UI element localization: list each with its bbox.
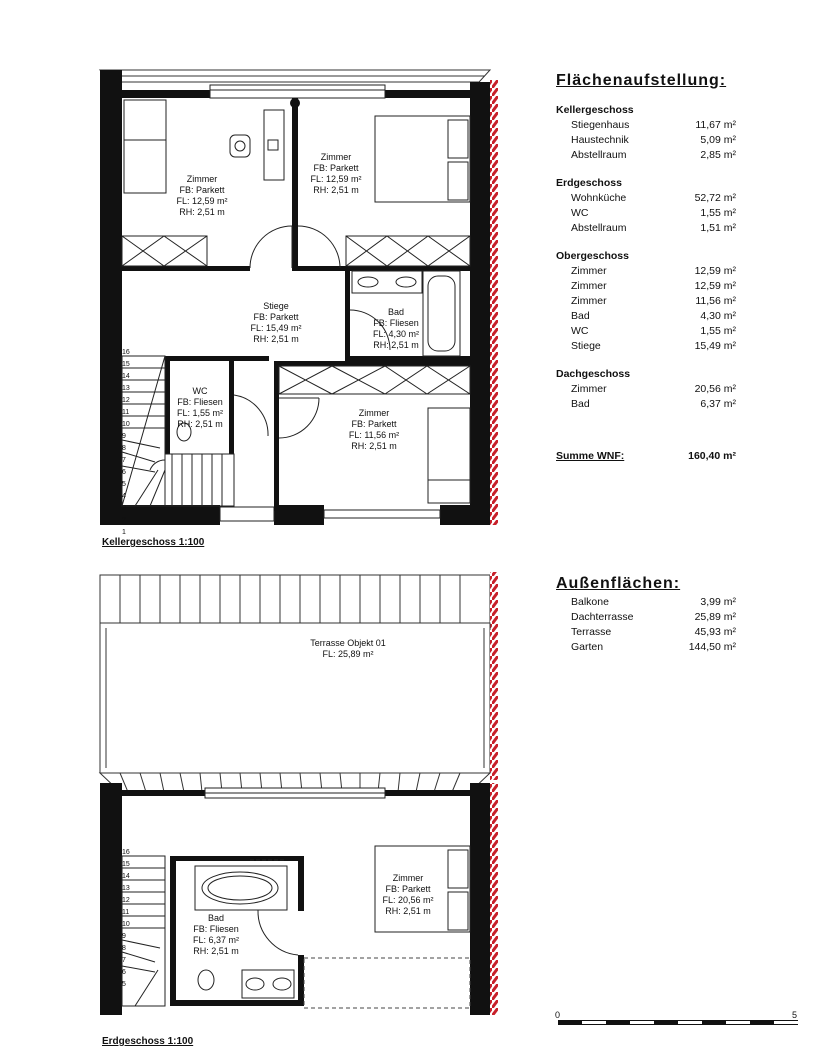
stair-number: 11 [122, 909, 130, 916]
outdoor-row-value: 45,93 m² [694, 626, 736, 638]
summary-row-value: 12,59 m² [694, 265, 736, 277]
outdoor-row [556, 610, 736, 625]
room-label-bad-dg [193, 913, 239, 957]
scale-end-label: 5 [792, 1010, 798, 1020]
room-label-line: FL: 1,55 m² [176, 408, 224, 418]
summary-row-label: Zimmer [571, 265, 607, 277]
scale-bar [558, 1020, 798, 1025]
summary-row-value: 2,85 m² [700, 149, 736, 161]
stair-number: 9 [122, 933, 126, 940]
stair-number: 16 [122, 849, 130, 856]
room-label-line: FB: Parkett [179, 185, 225, 195]
room-label-line: RH: 2,51 m [179, 207, 225, 217]
summary-row-value: 11,67 m² [695, 119, 736, 131]
room-label-line: FB: Parkett [313, 163, 359, 173]
summary-section-title: Erdgeschoss [556, 177, 622, 189]
stair-number: 10 [122, 421, 130, 428]
room-label-line: Terrasse Objekt 01 [310, 638, 386, 648]
summary-row [556, 294, 736, 309]
summary-row-label: Abstellraum [571, 222, 627, 234]
room-label-line: FL: 12,59 m² [310, 174, 362, 184]
top-plan-caption: Kellergeschoss 1:100 [102, 537, 205, 548]
stair-number: 13 [122, 385, 130, 392]
stair-number: 12 [122, 397, 130, 404]
stair-number: 3 [122, 505, 126, 512]
stair-number: 8 [122, 445, 126, 452]
stair-number: 11 [122, 409, 130, 416]
room-label-line: Bad [207, 913, 225, 923]
summary-row-label: Zimmer [571, 280, 607, 292]
summary-row-label: Zimmer [571, 383, 607, 395]
room-label-zimmer-right [310, 152, 361, 196]
stair-number: 16 [122, 349, 130, 356]
room-label-zimmer-dg [382, 873, 433, 917]
room-label-line: WC [192, 386, 208, 396]
room-label-line: RH: 2,51 m [351, 441, 397, 451]
room-label-line: Zimmer [186, 174, 218, 184]
room-label-line: FL: 6,37 m² [192, 935, 240, 945]
summary-row [556, 324, 736, 339]
room-label-line: FB: Parkett [253, 312, 299, 322]
outdoor-row-label: Terrasse [571, 626, 612, 638]
summary-row-value: 1,55 m² [700, 207, 736, 219]
stair-number: 15 [122, 861, 130, 868]
scale-start-label: 0 [555, 1010, 561, 1020]
stair-number: 10 [122, 921, 130, 928]
summary-row-label: WC [571, 207, 589, 219]
room-label-line: Zimmer [320, 152, 352, 162]
room-label-line: FL: 20,56 m² [382, 895, 434, 905]
room-label-line: FL: 12,59 m² [176, 196, 228, 206]
stair-number: 5 [122, 981, 126, 988]
stair-number: 15 [122, 361, 130, 368]
outdoor-row [556, 640, 736, 655]
room-label-line: FB: Fliesen [177, 397, 223, 407]
summary-row [556, 221, 736, 236]
stair-number: 9 [122, 433, 126, 440]
stair-number: 8 [122, 945, 126, 952]
outdoor-row-value: 3,99 m² [700, 596, 736, 608]
summary-row-label: Haustechnik [571, 134, 629, 146]
summary-row-label: Abstellraum [571, 149, 627, 161]
summary-row-value: 4,30 m² [700, 310, 736, 322]
room-label-line: Bad [387, 307, 405, 317]
room-label-line: FL: 25,89 m² [322, 649, 374, 659]
summary-row-label: Stiegenhaus [571, 119, 630, 131]
summary-row [556, 206, 736, 221]
red-wall-marking [490, 80, 498, 525]
summary-row-value: 12,59 m² [694, 280, 736, 292]
summary-row [556, 279, 736, 294]
outdoor-summary [556, 575, 736, 655]
area-summary [556, 72, 736, 462]
bottom-plan-caption: Erdgeschoss 1:100 [102, 1036, 194, 1047]
stair-number: 7 [122, 457, 126, 464]
summary-total [556, 450, 736, 462]
room-label-line: FB: Parkett [385, 884, 431, 894]
stair-number: 2 [122, 517, 126, 524]
summary-row [556, 118, 736, 133]
room-label-line: FL: 4,30 m² [372, 329, 420, 339]
summary-row-label: Bad [571, 310, 590, 322]
room-label-line: RH: 2,51 m [373, 340, 419, 350]
outdoor-row [556, 595, 736, 610]
room-label-line: RH: 2,51 m [385, 906, 431, 916]
summary-row-label: Zimmer [571, 295, 607, 307]
summary-row-label: Wohnküche [571, 192, 627, 204]
summary-row-value: 11,56 m² [695, 295, 736, 307]
summary-section-title: Dachgeschoss [556, 368, 631, 380]
summary-row-value: 5,09 m² [700, 134, 736, 146]
stair-number: 7 [122, 957, 126, 964]
summary-row [556, 191, 736, 206]
room-label-wc [177, 386, 223, 430]
room-label-bad [373, 307, 419, 351]
room-label-line: Stiege [263, 301, 289, 311]
summary-row-value: 6,37 m² [700, 398, 736, 410]
room-label-line: FL: 15,49 m² [250, 323, 302, 333]
summary-row-value: 1,55 m² [700, 325, 736, 337]
outdoor-row-value: 144,50 m² [688, 641, 736, 653]
outdoor-row [556, 625, 736, 640]
room-label-line: RH: 2,51 m [253, 334, 299, 344]
summary-row [556, 148, 736, 163]
bottom-plan [100, 572, 498, 1015]
stair-number: 1 [122, 529, 126, 536]
room-label-line: RH: 2,51 m [193, 946, 239, 956]
summary-row [556, 397, 736, 412]
stair-number: 13 [122, 885, 130, 892]
stair-number: 6 [122, 969, 126, 976]
stair-number: 14 [122, 373, 130, 380]
room-label-zimmer-lower [349, 408, 399, 452]
summary-sections [556, 104, 736, 412]
room-label-zimmer-left [176, 174, 227, 218]
stair-number: 12 [122, 897, 130, 904]
outdoor-items [556, 595, 736, 655]
room-label-line: Zimmer [358, 408, 390, 418]
summary-title: Flächenaufstellung: [556, 72, 727, 89]
summary-section-title: Kellergeschoss [556, 104, 634, 116]
stair-number: 6 [122, 469, 126, 476]
summary-row [556, 264, 736, 279]
room-label-line: RH: 2,51 m [177, 419, 223, 429]
summary-row [556, 382, 736, 397]
room-label-line: FB: Parkett [351, 419, 397, 429]
summary-section-title: Obergeschoss [556, 250, 629, 262]
top-plan [100, 70, 498, 525]
summary-row-label: Stiege [571, 340, 601, 352]
outdoor-row-value: 25,89 m² [694, 611, 736, 623]
outdoor-row-label: Dachterrasse [571, 611, 634, 623]
summary-row-value: 1,51 m² [700, 222, 736, 234]
room-label-line: FB: Fliesen [193, 924, 239, 934]
room-label-line: FL: 11,56 m² [348, 430, 400, 440]
room-label-terrasse [310, 638, 386, 660]
room-label-line: FB: Fliesen [373, 318, 419, 328]
summary-total-label: Summe WNF: [556, 450, 625, 462]
room-label-line: Zimmer [392, 873, 424, 883]
summary-row [556, 133, 736, 148]
summary-row-value: 15,49 m² [694, 340, 736, 352]
summary-row-value: 20,56 m² [694, 383, 736, 395]
room-label-stiege [250, 301, 301, 345]
outdoor-title: Außenflächen: [556, 575, 681, 592]
outdoor-row-label: Garten [571, 641, 604, 653]
room-label-line: RH: 2,51 m [313, 185, 359, 195]
summary-row-label: Bad [571, 398, 590, 410]
summary-row [556, 309, 736, 324]
summary-row-label: WC [571, 325, 589, 337]
outdoor-row-label: Balkone [571, 596, 609, 608]
stair-number: 4 [122, 493, 126, 500]
stair-number: 14 [122, 873, 130, 880]
summary-row [556, 339, 736, 354]
stair-number: 5 [122, 481, 126, 488]
summary-row-value: 52,72 m² [694, 192, 736, 204]
summary-total-value: 160,40 m² [688, 450, 736, 462]
